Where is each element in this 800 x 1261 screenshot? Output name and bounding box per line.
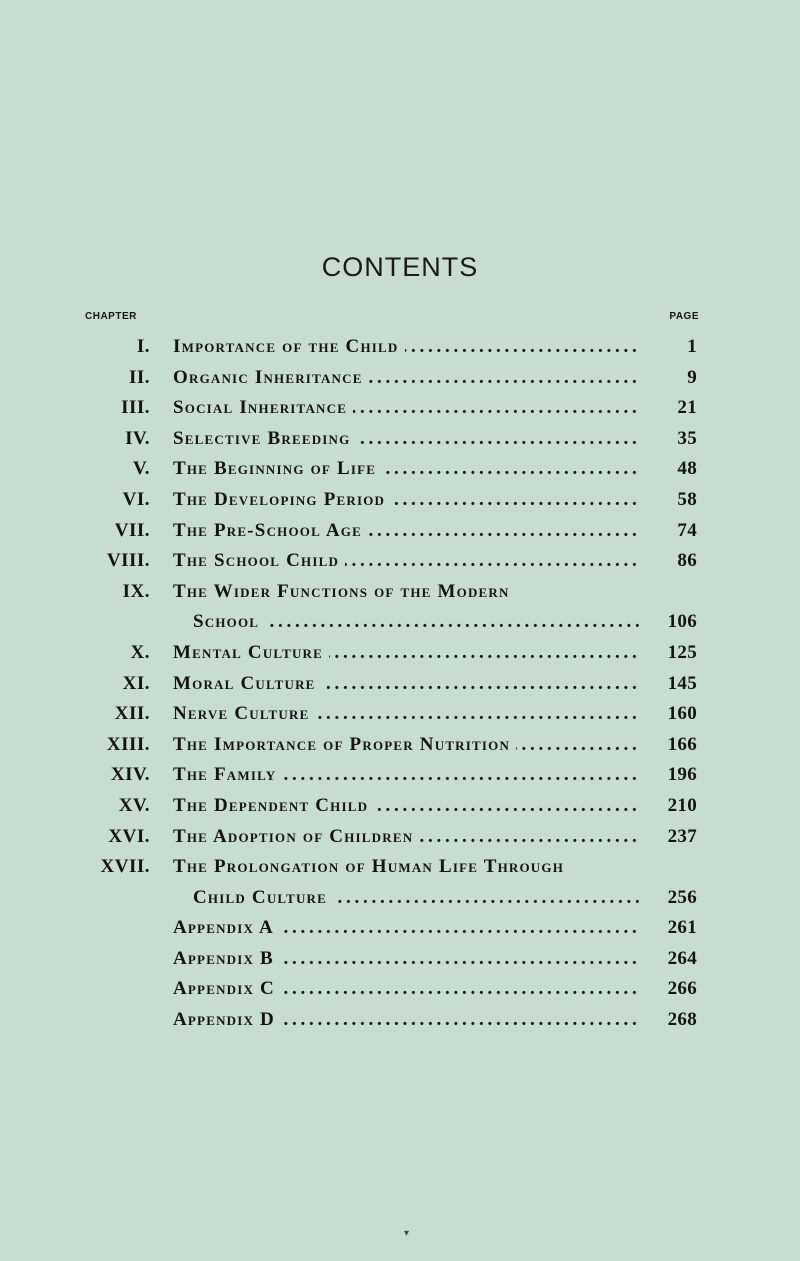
entry-text <box>173 367 641 389</box>
toc-line <box>0 1005 800 1036</box>
chapter-number: VII. <box>114 519 150 541</box>
entry-text <box>173 703 641 725</box>
chapter-title: Organic Inheritance <box>173 367 369 388</box>
toc-line <box>0 852 800 883</box>
entry-text <box>173 489 641 511</box>
toc-line <box>0 454 800 485</box>
page-number: 86 <box>677 550 697 572</box>
chapter-number: XI. <box>122 672 150 694</box>
toc-line <box>0 638 800 669</box>
chapter-title: The Dependent Child <box>173 795 374 816</box>
toc-entry <box>0 393 800 424</box>
entry-text <box>173 948 641 970</box>
chapter-title: Mental Culture <box>173 642 329 663</box>
chapter-number: III. <box>121 397 150 419</box>
toc-entry <box>0 516 800 547</box>
page-number: 1 <box>687 336 697 357</box>
page-number: 58 <box>677 488 697 510</box>
page-number: 160 <box>667 703 697 725</box>
chapter-title: The School Child <box>173 550 345 571</box>
print-mark: ▾ <box>404 1228 410 1239</box>
toc-line <box>0 393 800 424</box>
page-number: 21 <box>677 397 697 419</box>
chapter-title: Moral Culture <box>173 673 322 694</box>
page-number: 35 <box>677 427 697 449</box>
page-number: 145 <box>667 672 697 694</box>
page-number: 261 <box>667 917 697 939</box>
toc-line <box>0 913 800 944</box>
chapter-title: Importance of the Child <box>173 336 405 357</box>
page-number: 210 <box>667 794 697 816</box>
entry-text <box>173 764 641 786</box>
chapter-title: Appendix A <box>173 917 280 938</box>
chapter-title: Appendix B <box>173 948 280 969</box>
chapter-column-label: CHAPTER <box>85 311 137 322</box>
toc-line <box>0 730 800 761</box>
toc-entry <box>0 332 800 363</box>
toc-line <box>0 974 800 1005</box>
chapter-title: The Pre-School Age <box>173 520 368 541</box>
entry-text <box>173 581 641 603</box>
page-number: 268 <box>667 1009 697 1031</box>
toc-entry <box>0 699 800 730</box>
toc-line <box>0 607 800 638</box>
table-of-contents <box>0 332 800 1036</box>
toc-entry <box>0 852 800 913</box>
chapter-title: The Adoption of Children <box>173 826 419 847</box>
entry-text <box>173 642 641 664</box>
chapter-title: The Wider Functions of the Modern <box>173 581 516 602</box>
entry-text <box>173 978 641 1000</box>
page-number: 48 <box>677 458 697 480</box>
page-number: 266 <box>667 978 697 1000</box>
toc-entry <box>0 760 800 791</box>
chapter-number: XII. <box>114 703 150 725</box>
toc-entry <box>0 577 800 638</box>
page-number: 74 <box>677 519 697 541</box>
entry-text <box>173 826 641 848</box>
toc-line <box>0 822 800 853</box>
toc-entry <box>0 638 800 669</box>
chapter-title: Appendix D <box>173 1009 281 1030</box>
entry-text <box>173 428 641 450</box>
toc-line <box>0 546 800 577</box>
toc-line <box>0 791 800 822</box>
toc-line <box>0 485 800 516</box>
page-column-label: PAGE <box>669 311 699 322</box>
chapter-title: The Developing Period <box>173 489 391 510</box>
page-number: 166 <box>667 733 697 755</box>
chapter-number: VIII. <box>106 550 150 572</box>
chapter-number: XIII. <box>106 733 150 755</box>
page-number: 9 <box>687 366 697 388</box>
page-title: CONTENTS <box>321 252 479 282</box>
chapter-number: XIV. <box>110 764 150 786</box>
toc-entry <box>0 485 800 516</box>
entry-text <box>173 917 641 939</box>
entry-text <box>173 458 641 480</box>
toc-line <box>0 760 800 791</box>
toc-line <box>0 363 800 394</box>
toc-entry <box>0 791 800 822</box>
toc-entry <box>0 822 800 853</box>
page-number: 237 <box>667 825 697 847</box>
chapter-title: The Family <box>173 764 282 785</box>
page-number: 106 <box>667 611 697 633</box>
toc-entry <box>0 730 800 761</box>
toc-line <box>0 883 800 914</box>
chapter-title: Social Inheritance <box>173 397 353 418</box>
toc-line <box>0 516 800 547</box>
chapter-title: Selective Breeding <box>173 428 356 449</box>
chapter-title: Appendix C <box>173 978 281 999</box>
entry-text <box>193 887 641 909</box>
entry-text <box>173 673 641 695</box>
entry-text <box>173 520 641 542</box>
toc-line <box>0 944 800 975</box>
page-number: 256 <box>667 886 697 908</box>
chapter-number: XVII. <box>100 856 150 878</box>
entry-text <box>173 795 641 817</box>
chapter-number: XVI. <box>108 825 150 847</box>
toc-entry <box>0 363 800 394</box>
entry-text <box>173 856 641 878</box>
entry-text <box>173 1009 641 1031</box>
page-number: 125 <box>667 641 697 663</box>
entry-text <box>173 550 641 572</box>
toc-line <box>0 699 800 730</box>
chapter-title: The Beginning of Life <box>173 458 382 479</box>
page-number: 264 <box>667 947 697 969</box>
toc-appendix <box>0 974 800 1005</box>
chapter-title: Nerve Culture <box>173 703 315 724</box>
toc-entry <box>0 546 800 577</box>
chapter-number: I. <box>136 336 150 357</box>
toc-entry <box>0 669 800 700</box>
entry-text <box>173 397 641 419</box>
toc-entry <box>0 454 800 485</box>
toc-line <box>0 332 800 363</box>
chapter-title: The Prolongation of Human Life Through <box>173 856 570 877</box>
chapter-number: X. <box>130 641 150 663</box>
toc-appendix <box>0 1005 800 1036</box>
page-number: 196 <box>667 764 697 786</box>
chapter-number: V. <box>132 458 150 480</box>
toc-entry <box>0 424 800 455</box>
chapter-title: The Importance of Proper Nutrition <box>173 734 516 755</box>
chapter-title: Child Culture <box>193 887 333 908</box>
chapter-number: IV. <box>125 427 150 449</box>
chapter-number: XV. <box>118 794 150 816</box>
entry-text <box>173 336 641 358</box>
toc-appendix <box>0 913 800 944</box>
toc-appendix <box>0 944 800 975</box>
chapter-number: VI. <box>122 488 150 510</box>
toc-line <box>0 577 800 608</box>
toc-line <box>0 424 800 455</box>
chapter-number: IX. <box>122 580 150 602</box>
entry-text <box>193 611 641 633</box>
chapter-number: II. <box>128 366 150 388</box>
chapter-title: School <box>193 611 265 632</box>
toc-line <box>0 669 800 700</box>
entry-text <box>173 734 641 756</box>
